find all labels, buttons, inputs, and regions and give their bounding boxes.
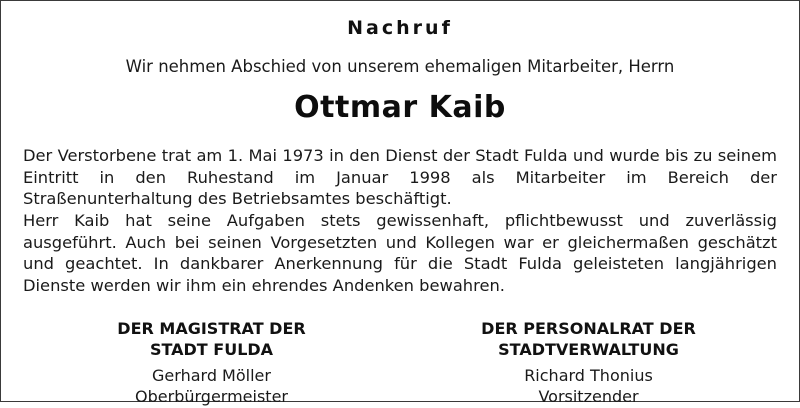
signature-org-line1: DER MAGISTRAT DER <box>117 318 306 338</box>
signature-org-line2: STADTVERWALTUNG <box>498 339 679 359</box>
signature-person-role: Oberbürgermeister <box>135 387 288 407</box>
signature-person-name: Richard Thonius <box>524 366 653 386</box>
signature-block <box>23 319 777 408</box>
signature-org <box>400 319 777 361</box>
signature-magistrat <box>23 319 400 408</box>
signature-personalrat <box>400 319 777 408</box>
paragraph-1: Der Verstorbene trat am 1. Mai 1973 in den Dienst der Stadt Fulda und wurde bis zu seinem Eintritt in den Ruhestand im Januar 1998 als Mitarbeiter im Bereich der Straßenunterhaltung des Betriebsamtes beschäftigt. <box>23 146 777 209</box>
page-title: Nachruf <box>347 17 453 39</box>
body-text <box>23 145 777 297</box>
deceased-name: Ottmar Kaib <box>294 90 506 125</box>
signature-person-name: Gerhard Möller <box>152 366 271 386</box>
signature-org-line2: STADT FULDA <box>149 339 274 359</box>
signature-org <box>23 319 400 361</box>
paragraph-2: Herr Kaib hat seine Aufgaben stets gewissenhaft, pflichtbewusst und zuverlässig ausgeführt. Auch bei seinen Vorgesetzten und Kollegen war er gleichermaßen geschätzt und geachtet. In dankbarer Anerkennung für die Stadt Fulda geleisteten langjährigen Dienste werden wir ihm ein ehrendes Andenken bewahren. <box>23 211 777 296</box>
signature-person-role: Vorsitzender <box>538 387 639 407</box>
intro-text: Wir nehmen Abschied von unserem ehemaligen Mitarbeiter, Herrn <box>125 57 675 76</box>
signature-org-line1: DER PERSONALRAT DER <box>481 318 696 338</box>
